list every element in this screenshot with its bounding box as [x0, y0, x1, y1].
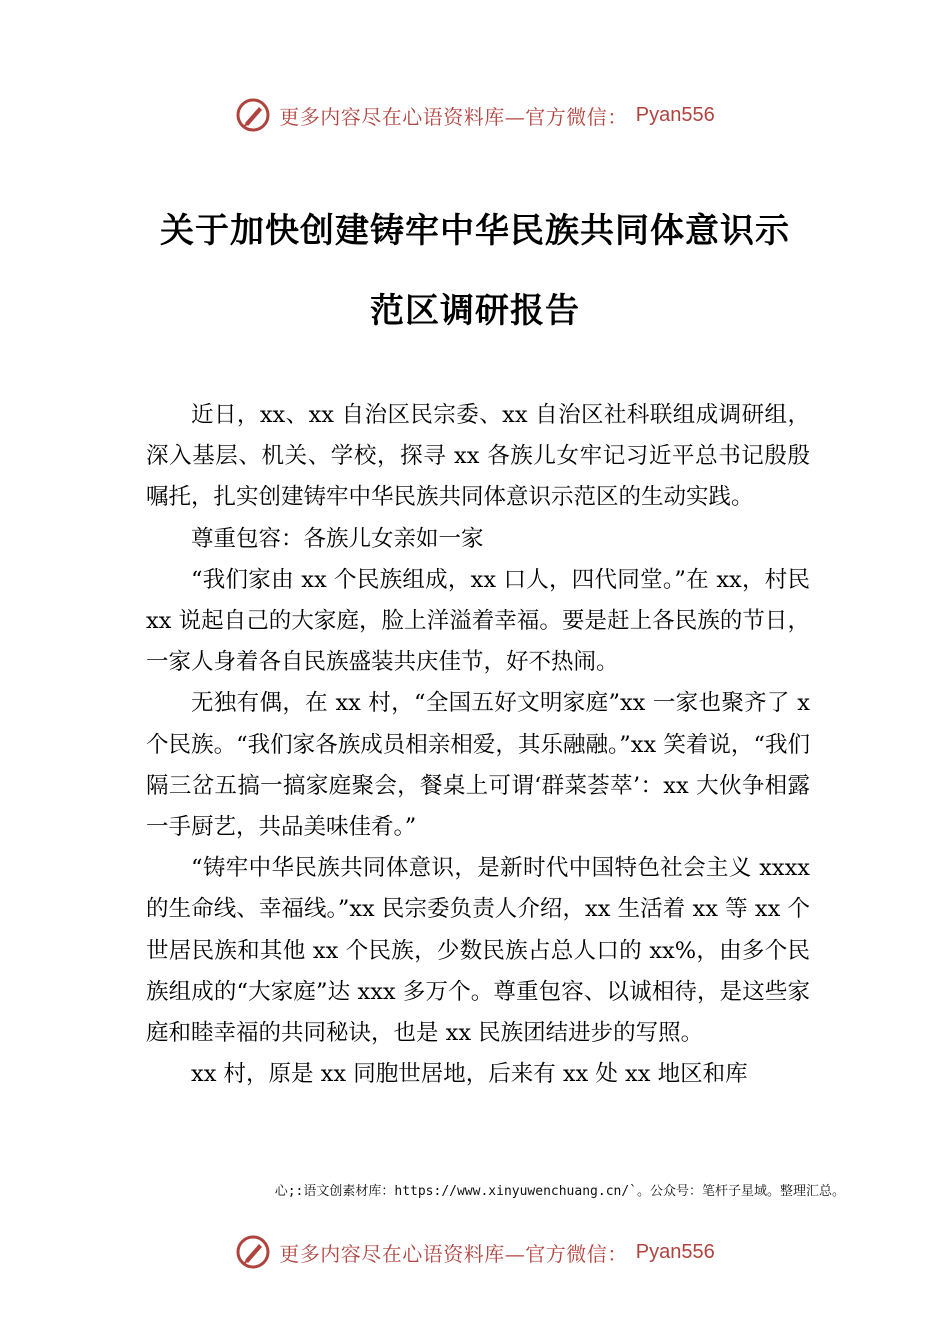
- document-title-line1: 关于加快创建铸牢中华民族共同体意识示: [160, 211, 790, 251]
- paragraph: 无独有偶，在 xx 村，“全国五好文明家庭”xx 一家也聚齐了 x 个民族。“我们家各族成员相亲相爱，其乐融融。”xx 笑着说，“我们隔三岔五搞一搞家庭聚会，餐桌上可谓‘群菜荟萃’：xx 大伙争相露一手厨艺，共品美味佳肴。”: [146, 690, 810, 841]
- paragraph: “我们家由 xx 个民族组成，xx 口人，四代同堂。”在 xx，村民 xx 说起自己的大家庭，脸上洋溢着幸福。要是赶上各民族的节日，一家人身着各自民族盛装共庆佳节，好不热闹。: [146, 566, 810, 676]
- watermark-header: [0, 95, 950, 135]
- wechat-id: Pyan556: [635, 103, 715, 126]
- watermark-text: 更多内容尽在心语资料库—官方微信：: [279, 1241, 628, 1266]
- pen-logo-icon: [235, 1234, 271, 1270]
- paragraph: xx 村，原是 xx 同胞世居地，后来有 xx 处 xx 地区和库: [191, 1061, 748, 1088]
- pen-logo-icon: [235, 97, 271, 133]
- section-heading: 尊重包容：各族儿女亲如一家: [191, 525, 484, 552]
- document-title-line2: 范区调研报告: [370, 291, 580, 331]
- wechat-id: Pyan556: [635, 1240, 715, 1263]
- source-footer: 心;:语文创素材库：https://www.xinyuwenchuang.cn/`。公众号：笔杆子星域。整理汇总。: [274, 1184, 845, 1199]
- watermark-text: 更多内容尽在心语资料库—官方微信：: [279, 104, 628, 129]
- document-body: [146, 395, 810, 1095]
- paragraph: “铸牢中华民族共同体意识，是新时代中国特色社会主义 xxxx 的生命线、幸福线。”xx 民宗委负责人介绍，xx 生活着 xx 等 xx 个世居民族和其他 xx 个民族，少数民族占总人口的 xx%，由多个民族组成的“大家庭”达 xxx 多万个。尊重包容、以诚相待，是这些家庭和睦幸福的共同秘诀，也是 xx 民族团结进步的写照。: [146, 855, 810, 1047]
- paragraph: 近日，xx、xx 自治区民宗委、xx 自治区社科联组成调研组，深入基层、机关、学校，探寻 xx 各族儿女牢记习近平总书记殷殷嘱托，扎实创建铸牢中华民族共同体意识示范区的生动实践。: [146, 402, 810, 511]
- watermark-footer: [0, 1232, 950, 1272]
